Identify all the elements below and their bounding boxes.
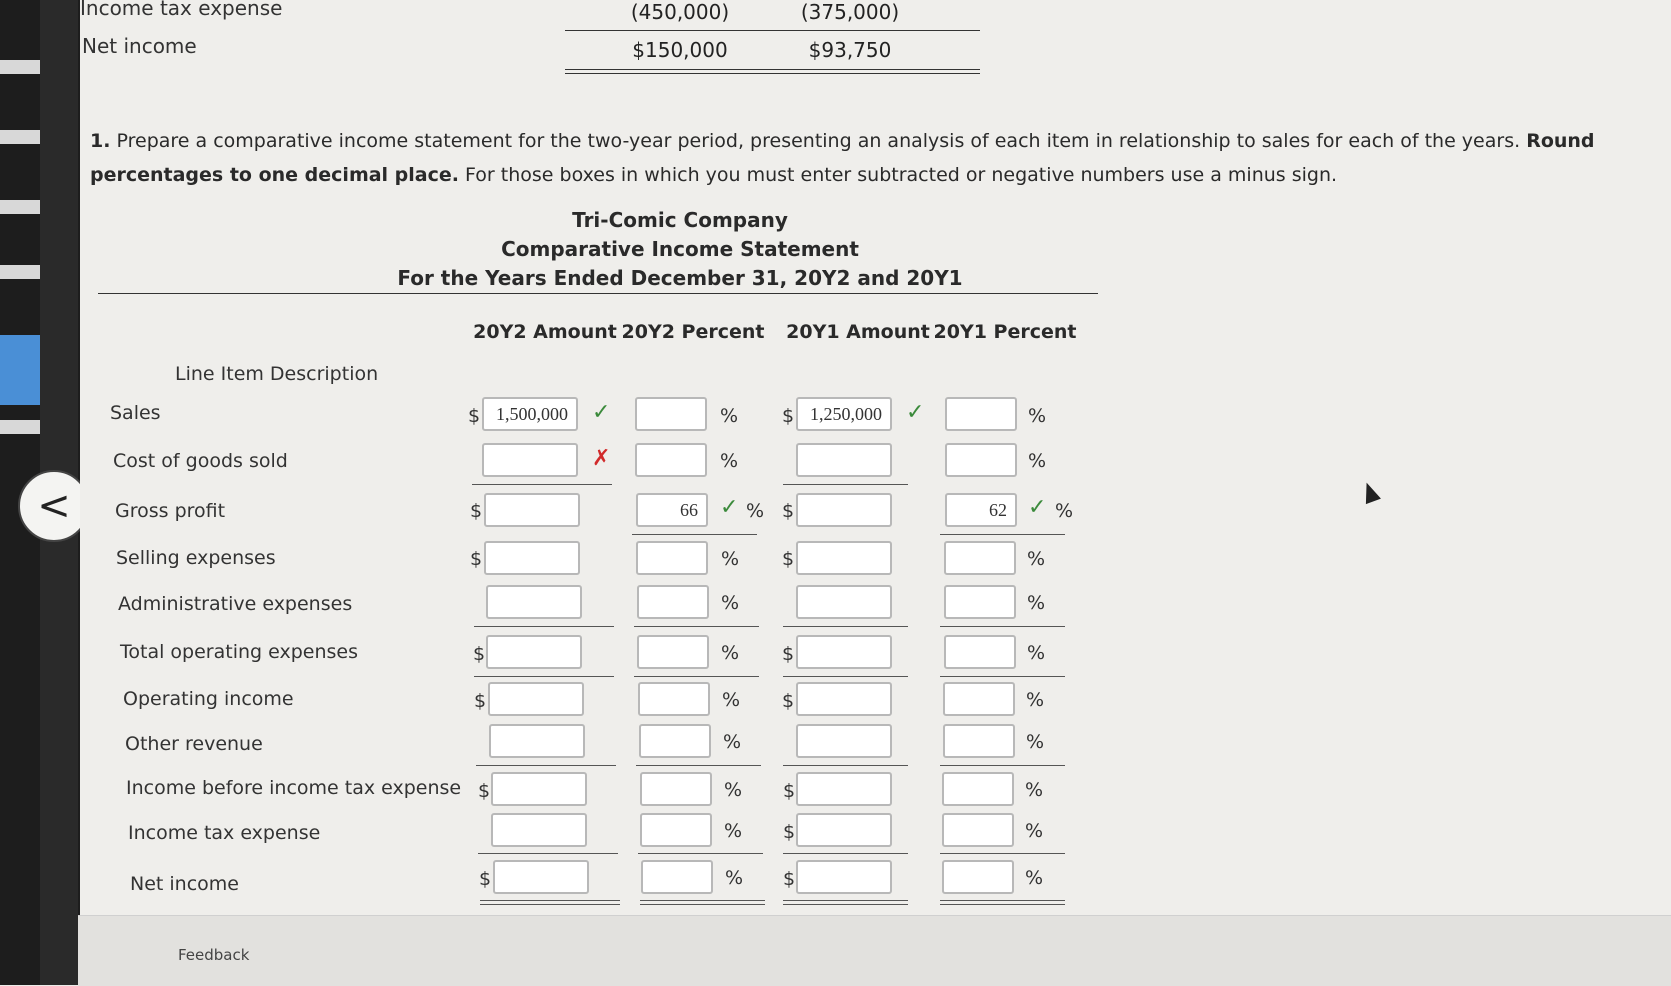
percent-sign: % xyxy=(1028,450,1047,472)
cogs-20y2-amount-input[interactable] xyxy=(482,443,578,477)
total-opex-20y2-percent-input[interactable] xyxy=(637,635,709,669)
percent-sign: % xyxy=(1027,642,1046,664)
percent-sign: % xyxy=(725,867,744,889)
col-header-20y2-amount: 20Y2 Amount xyxy=(473,321,617,343)
percent-sign: % xyxy=(1027,592,1046,614)
divider xyxy=(565,69,980,70)
check-icon: ✓ xyxy=(1028,495,1047,520)
gross-profit-20y1-percent-input[interactable]: 62 xyxy=(945,493,1017,527)
cross-icon: ✗ xyxy=(592,446,611,471)
col-header-20y1-amount: 20Y1 Amount xyxy=(786,321,930,343)
income-tax-20y2-percent-input[interactable] xyxy=(640,813,712,847)
income-tax-20y1-percent-input[interactable] xyxy=(942,813,1014,847)
col-header-20y2-percent: 20Y2 Percent xyxy=(621,321,765,343)
net-income-20y2-amount-input[interactable] xyxy=(493,860,589,894)
top-value: (375,000) xyxy=(800,0,900,24)
operating-income-20y1-amount-input[interactable] xyxy=(796,682,892,716)
cogs-20y1-percent-input[interactable] xyxy=(945,443,1017,477)
underline xyxy=(783,765,908,766)
back-arrow-icon[interactable]: < xyxy=(18,470,90,542)
divider xyxy=(565,30,980,31)
admin-20y1-percent-input[interactable] xyxy=(944,585,1016,619)
sidebar-tab[interactable] xyxy=(0,60,40,74)
other-revenue-20y1-percent-input[interactable] xyxy=(943,724,1015,758)
row-label-income-before-tax: Income before income tax expense xyxy=(126,777,462,799)
percent-sign: % xyxy=(721,642,740,664)
sales-20y2-percent-input[interactable] xyxy=(635,397,707,431)
dollar-sign: $ xyxy=(470,500,483,522)
dollar-sign: $ xyxy=(782,500,795,522)
sidebar-active-tab[interactable] xyxy=(0,335,40,405)
sidebar-tab[interactable] xyxy=(0,265,40,279)
net-income-20y2-percent-input[interactable] xyxy=(641,860,713,894)
row-label-other-revenue: Other revenue xyxy=(125,733,263,755)
percent-sign: % xyxy=(720,450,739,472)
question-page xyxy=(80,0,1671,985)
dollar-sign: $ xyxy=(479,868,492,890)
check-icon: ✓ xyxy=(906,400,925,425)
gross-profit-20y1-amount-input[interactable] xyxy=(796,493,892,527)
percent-sign: % xyxy=(1025,779,1044,801)
mouse-cursor-icon xyxy=(1359,480,1381,504)
income-before-tax-20y1-amount-input[interactable] xyxy=(796,772,892,806)
other-revenue-20y2-amount-input[interactable] xyxy=(489,724,585,758)
underline xyxy=(940,765,1065,766)
selling-20y1-amount-input[interactable] xyxy=(796,541,892,575)
row-label-cogs: Cost of goods sold xyxy=(113,450,288,472)
percent-sign: % xyxy=(721,548,740,570)
selling-20y1-percent-input[interactable] xyxy=(944,541,1016,575)
income-tax-20y2-amount-input[interactable] xyxy=(491,813,587,847)
percent-sign: % xyxy=(721,592,740,614)
dollar-sign: $ xyxy=(783,780,796,802)
row-label-operating-income: Operating income xyxy=(123,688,294,710)
gross-profit-20y2-amount-input[interactable] xyxy=(484,493,580,527)
statement-title: Comparative Income Statement xyxy=(501,237,859,261)
admin-20y1-amount-input[interactable] xyxy=(796,585,892,619)
underline xyxy=(940,534,1065,535)
underline xyxy=(940,626,1065,627)
underline xyxy=(632,534,757,535)
col-header-description: Line Item Description xyxy=(175,363,379,385)
row-label-sales: Sales xyxy=(110,402,161,424)
operating-income-20y1-percent-input[interactable] xyxy=(943,682,1015,716)
underline xyxy=(638,853,763,854)
top-value: (450,000) xyxy=(630,0,730,24)
sidebar-tab[interactable] xyxy=(0,420,40,434)
dollar-sign: $ xyxy=(783,821,796,843)
net-income-20y1-amount-input[interactable] xyxy=(796,860,892,894)
percent-sign: % xyxy=(1028,405,1047,427)
admin-20y2-amount-input[interactable] xyxy=(486,585,582,619)
sales-20y2-amount-input[interactable]: 1,500,000 xyxy=(482,397,578,431)
check-icon: ✓ xyxy=(720,495,739,520)
row-label-income-tax-expense: Income tax expense xyxy=(128,822,321,844)
percent-sign: % xyxy=(724,820,743,842)
row-label-selling-expenses: Selling expenses xyxy=(116,547,276,569)
percent-sign: % xyxy=(1025,820,1044,842)
underline xyxy=(783,626,908,627)
question-number: 1. xyxy=(90,130,111,152)
question-instructions xyxy=(90,124,1630,192)
statement-period: For the Years Ended December 31, 20Y2 and 20Y1 xyxy=(397,266,963,290)
percent-sign: % xyxy=(724,779,743,801)
double-underline xyxy=(940,900,1065,905)
underline xyxy=(474,676,614,677)
income-before-tax-20y1-percent-input[interactable] xyxy=(942,772,1014,806)
instruction-bold: Round percentages to one decimal place. xyxy=(90,130,1595,186)
instruction-text: Prepare a comparative income statement for the two-year period, presenting an analysis of each item in relationship to sales for each of the years. xyxy=(116,130,1521,152)
underline xyxy=(783,676,908,677)
income-before-tax-20y2-percent-input[interactable] xyxy=(640,772,712,806)
dollar-sign: $ xyxy=(470,548,483,570)
dollar-sign: $ xyxy=(782,548,795,570)
top-value: $93,750 xyxy=(808,38,892,62)
divider xyxy=(565,73,980,74)
sales-20y1-percent-input[interactable] xyxy=(945,397,1017,431)
dollar-sign: $ xyxy=(782,405,795,427)
underline xyxy=(476,765,616,766)
underline xyxy=(636,765,761,766)
total-opex-20y1-amount-input[interactable] xyxy=(796,635,892,669)
dollar-sign: $ xyxy=(782,643,795,665)
sales-20y1-amount-input[interactable]: 1,250,000 xyxy=(796,397,892,431)
percent-sign: % xyxy=(723,731,742,753)
top-row-label: Net income xyxy=(82,34,197,58)
underline xyxy=(940,676,1065,677)
cogs-20y1-amount-input[interactable] xyxy=(796,443,892,477)
net-income-20y1-percent-input[interactable] xyxy=(942,860,1014,894)
total-opex-20y1-percent-input[interactable] xyxy=(944,635,1016,669)
top-row-label: Income tax expense xyxy=(80,0,283,20)
percent-sign: % xyxy=(1026,689,1045,711)
percent-sign: % xyxy=(1026,731,1045,753)
other-revenue-20y1-amount-input[interactable] xyxy=(796,724,892,758)
other-revenue-20y2-percent-input[interactable] xyxy=(639,724,711,758)
instruction-text: For those boxes in which you must enter subtracted or negative numbers use a minus sign. xyxy=(465,164,1338,186)
row-label-net-income: Net income xyxy=(130,873,239,895)
operating-income-20y2-amount-input[interactable] xyxy=(488,682,584,716)
dollar-sign: $ xyxy=(782,690,795,712)
dollar-sign: $ xyxy=(474,690,487,712)
total-opex-20y2-amount-input[interactable] xyxy=(486,635,582,669)
percent-sign: % xyxy=(746,500,765,522)
percent-sign: % xyxy=(720,405,739,427)
top-value: $150,000 xyxy=(632,38,728,62)
underline xyxy=(783,853,908,854)
underline xyxy=(478,853,618,854)
underline xyxy=(634,676,759,677)
double-underline xyxy=(783,900,908,905)
underline xyxy=(474,626,614,627)
row-label-total-operating-expenses: Total operating expenses xyxy=(120,641,358,663)
percent-sign: % xyxy=(1025,867,1044,889)
percent-sign: % xyxy=(1027,548,1046,570)
underline xyxy=(783,484,908,485)
cogs-20y2-percent-input[interactable] xyxy=(635,443,707,477)
selling-20y2-percent-input[interactable] xyxy=(636,541,708,575)
company-name: Tri-Comic Company xyxy=(572,208,788,232)
underline xyxy=(634,626,759,627)
row-label-gross-profit: Gross profit xyxy=(115,500,226,522)
dollar-sign: $ xyxy=(473,643,486,665)
dollar-sign: $ xyxy=(783,868,796,890)
dollar-sign: $ xyxy=(468,405,481,427)
feedback-label: Feedback xyxy=(178,946,250,964)
double-underline xyxy=(480,900,620,905)
income-tax-20y1-amount-input[interactable] xyxy=(796,813,892,847)
underline xyxy=(940,853,1065,854)
operating-income-20y2-percent-input[interactable] xyxy=(638,682,710,716)
gross-profit-20y2-percent-input[interactable]: 66 xyxy=(636,493,708,527)
check-icon: ✓ xyxy=(592,400,611,425)
income-before-tax-20y2-amount-input[interactable] xyxy=(491,772,587,806)
heading-rule xyxy=(98,293,1098,294)
sidebar-tab[interactable] xyxy=(0,130,40,144)
double-underline xyxy=(640,900,765,905)
percent-sign: % xyxy=(722,689,741,711)
col-header-20y1-percent: 20Y1 Percent xyxy=(933,321,1077,343)
admin-20y2-percent-input[interactable] xyxy=(637,585,709,619)
feedback-panel xyxy=(78,915,1671,986)
underline xyxy=(472,484,612,485)
percent-sign: % xyxy=(1055,500,1074,522)
dollar-sign: $ xyxy=(478,780,491,802)
sidebar-tab[interactable] xyxy=(0,200,40,214)
row-label-administrative-expenses: Administrative expenses xyxy=(118,593,353,615)
selling-20y2-amount-input[interactable] xyxy=(484,541,580,575)
